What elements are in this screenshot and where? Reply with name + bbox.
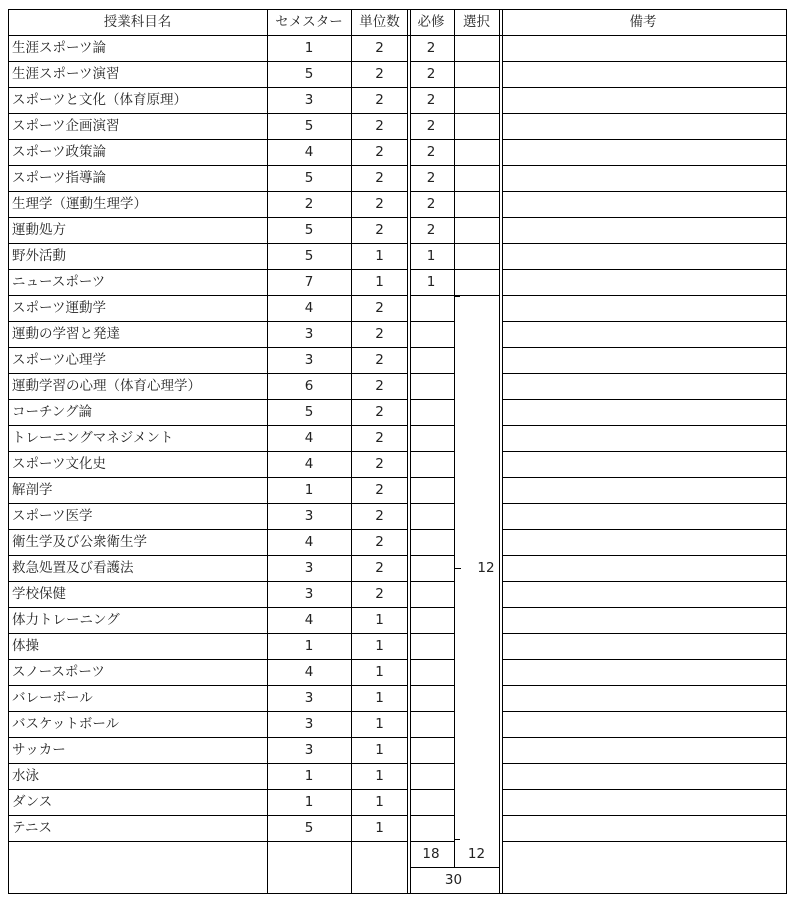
required-value: 2 <box>426 196 436 212</box>
required-value <box>408 451 454 477</box>
required-value <box>408 373 454 399</box>
row-divider <box>351 165 408 166</box>
row-divider <box>410 815 454 816</box>
credits-value: 2 <box>375 456 384 472</box>
row-divider <box>410 217 454 218</box>
credits-value: 2 <box>375 482 384 498</box>
semester-value: 5 <box>304 66 314 82</box>
elective-group-total: 12 <box>477 560 495 576</box>
credits-value: 2 <box>375 378 384 394</box>
row-divider <box>410 477 454 478</box>
header-credits: 単位数 <box>359 14 400 30</box>
course-name: 体力トレーニング <box>12 612 120 628</box>
row-divider <box>502 763 787 764</box>
row-divider <box>351 61 408 62</box>
required-value <box>408 711 454 737</box>
credits-value: 2 <box>375 404 384 420</box>
row-divider <box>410 763 454 764</box>
required-value <box>408 503 454 529</box>
semester-value: 1 <box>304 768 314 784</box>
credits-value: 2 <box>375 170 384 186</box>
required-value: 2 <box>426 170 436 186</box>
row-divider <box>502 269 787 270</box>
table-bottom-border <box>8 893 787 894</box>
row-divider <box>502 581 787 582</box>
row-divider <box>502 347 787 348</box>
semester-value: 3 <box>304 326 314 342</box>
semester-value: 5 <box>304 170 314 186</box>
semester-value: 1 <box>304 40 314 56</box>
row-divider <box>410 867 499 868</box>
row-divider <box>410 789 454 790</box>
credits-value: 1 <box>375 664 384 680</box>
required-value <box>408 347 454 373</box>
semester-value: 3 <box>304 352 314 368</box>
required-value <box>408 633 454 659</box>
course-name: スポーツ指導論 <box>12 170 106 186</box>
row-divider <box>502 607 787 608</box>
row-divider <box>351 399 408 400</box>
credits-value: 2 <box>375 222 384 238</box>
row-divider <box>351 659 408 660</box>
credits-value: 2 <box>375 66 384 82</box>
row-divider <box>351 737 408 738</box>
course-name: 生涯スポーツ演習 <box>12 66 120 82</box>
row-divider <box>502 373 787 374</box>
semester-value: 4 <box>304 534 314 550</box>
course-name: トレーニングマネジメント <box>12 430 174 446</box>
credits-value: 1 <box>375 248 384 264</box>
semester-value: 1 <box>304 794 314 810</box>
row-divider <box>8 815 351 816</box>
header-semester: セメスター <box>275 14 343 30</box>
row-divider <box>410 425 454 426</box>
row-divider <box>351 321 408 322</box>
row-divider <box>8 685 351 686</box>
course-name: スポーツと文化（体育原理） <box>12 92 187 108</box>
course-name: 水泳 <box>12 768 39 784</box>
semester-value: 4 <box>304 612 314 628</box>
row-divider <box>8 711 351 712</box>
row-divider <box>8 87 351 88</box>
row-divider <box>351 581 408 582</box>
bracket-bottom-tick <box>454 839 460 840</box>
credits-value: 1 <box>375 768 384 784</box>
semester-value: 4 <box>304 664 314 680</box>
row-divider <box>502 685 787 686</box>
credits-value: 1 <box>375 274 384 290</box>
row-divider <box>351 373 408 374</box>
row-divider <box>351 191 408 192</box>
course-name: スポーツ企画演習 <box>12 118 120 134</box>
credits-value: 2 <box>375 326 384 342</box>
total-required: 18 <box>422 846 440 862</box>
required-value: 2 <box>426 40 436 56</box>
row-divider <box>8 61 351 62</box>
required-value: 2 <box>426 118 436 134</box>
row-divider <box>351 685 408 686</box>
row-divider <box>410 321 454 322</box>
semester-value: 5 <box>304 222 314 238</box>
row-divider <box>410 737 454 738</box>
course-name: スポーツ運動学 <box>12 300 106 316</box>
course-name: 体操 <box>12 638 39 654</box>
course-name: スポーツ文化史 <box>12 456 106 472</box>
row-divider <box>410 295 454 296</box>
credits-value: 1 <box>375 794 384 810</box>
row-divider <box>8 269 351 270</box>
required-value: 2 <box>426 144 436 160</box>
row-divider <box>351 87 408 88</box>
row-divider <box>502 451 787 452</box>
semester-value: 3 <box>304 586 314 602</box>
row-divider <box>454 191 499 192</box>
row-divider <box>410 373 454 374</box>
row-divider <box>410 503 454 504</box>
row-divider <box>351 841 408 842</box>
row-divider <box>8 451 351 452</box>
row-divider <box>410 191 454 192</box>
row-divider <box>351 477 408 478</box>
row-divider <box>502 425 787 426</box>
row-divider <box>8 763 351 764</box>
course-name: 野外活動 <box>12 248 66 264</box>
bracket-mid-tick <box>455 568 461 569</box>
row-divider <box>8 841 351 842</box>
credits-value: 1 <box>375 638 384 654</box>
course-name: 運動処方 <box>12 222 66 238</box>
semester-value: 3 <box>304 560 314 576</box>
row-divider <box>410 659 454 660</box>
row-divider <box>8 347 351 348</box>
row-divider <box>454 243 499 244</box>
required-value <box>408 685 454 711</box>
required-value <box>408 607 454 633</box>
row-divider <box>351 139 408 140</box>
required-value <box>408 659 454 685</box>
row-divider <box>8 529 351 530</box>
course-name: 救急処置及び看護法 <box>12 560 134 576</box>
required-value <box>408 529 454 555</box>
course-name: ダンス <box>12 794 53 810</box>
semester-value: 6 <box>304 378 314 394</box>
row-divider <box>351 815 408 816</box>
row-divider <box>351 789 408 790</box>
row-divider <box>502 477 787 478</box>
header-remarks: 備考 <box>629 14 657 30</box>
required-value: 1 <box>426 274 436 290</box>
table-top-border <box>8 9 787 10</box>
row-divider <box>8 737 351 738</box>
header-subject: 授業科目名 <box>103 14 172 30</box>
row-divider <box>351 711 408 712</box>
row-divider <box>351 113 408 114</box>
header-required: 必修 <box>417 14 445 30</box>
row-divider <box>8 165 351 166</box>
course-name: 生理学（運動生理学） <box>12 196 147 212</box>
required-value <box>408 737 454 763</box>
row-divider <box>8 581 351 582</box>
row-divider <box>8 321 351 322</box>
credits-value: 1 <box>375 716 384 732</box>
row-divider <box>502 217 787 218</box>
row-divider <box>351 295 408 296</box>
row-divider <box>410 87 454 88</box>
row-divider <box>351 503 408 504</box>
row-divider <box>502 529 787 530</box>
row-divider <box>351 763 408 764</box>
course-name: バスケットボール <box>12 716 120 732</box>
row-divider <box>502 243 787 244</box>
row-divider <box>410 711 454 712</box>
course-name: 生涯スポーツ論 <box>12 40 106 56</box>
row-divider <box>8 477 351 478</box>
credits-value: 2 <box>375 534 384 550</box>
row-divider <box>351 347 408 348</box>
row-divider <box>502 737 787 738</box>
semester-value: 4 <box>304 144 314 160</box>
course-name: スポーツ医学 <box>12 508 93 524</box>
row-divider <box>351 269 408 270</box>
credits-value: 2 <box>375 92 384 108</box>
row-divider <box>410 165 454 166</box>
grand-total: 30 <box>444 872 463 888</box>
row-divider <box>410 139 454 140</box>
credits-value: 1 <box>375 612 384 628</box>
row-divider <box>410 607 454 608</box>
row-divider <box>8 191 351 192</box>
required-value <box>408 555 454 581</box>
semester-value: 4 <box>304 430 314 446</box>
row-divider <box>8 243 351 244</box>
course-name: 解剖学 <box>12 482 53 498</box>
row-divider <box>502 139 787 140</box>
semester-value: 2 <box>304 196 314 212</box>
row-divider <box>351 555 408 556</box>
credits-value: 2 <box>375 560 384 576</box>
row-divider <box>8 659 351 660</box>
row-divider <box>8 399 351 400</box>
course-name: スポーツ心理学 <box>12 352 106 368</box>
row-divider <box>410 529 454 530</box>
row-divider <box>454 165 499 166</box>
course-name: コーチング論 <box>12 404 93 420</box>
row-divider <box>410 113 454 114</box>
row-divider <box>351 243 408 244</box>
row-divider <box>351 633 408 634</box>
required-value: 2 <box>426 222 436 238</box>
course-name: サッカー <box>12 742 66 758</box>
semester-value: 5 <box>304 820 314 836</box>
row-divider <box>351 607 408 608</box>
row-divider <box>410 243 454 244</box>
required-value: 1 <box>426 248 436 264</box>
course-name: ニュースポーツ <box>12 274 106 290</box>
credits-value: 2 <box>375 118 384 134</box>
row-divider <box>8 607 351 608</box>
semester-value: 3 <box>304 508 314 524</box>
semester-value: 7 <box>304 274 314 290</box>
row-divider <box>410 61 454 62</box>
bracket-top-tick <box>454 296 460 297</box>
semester-value: 3 <box>304 92 314 108</box>
credits-value: 2 <box>375 430 384 446</box>
semester-value: 5 <box>304 118 314 134</box>
credits-value: 1 <box>375 690 384 706</box>
row-divider <box>8 503 351 504</box>
row-divider <box>454 87 499 88</box>
course-name: 衛生学及び公衆衛生学 <box>12 534 147 550</box>
row-divider <box>410 555 454 556</box>
credits-value: 2 <box>375 300 384 316</box>
row-divider <box>351 529 408 530</box>
required-value <box>408 815 454 841</box>
row-divider <box>8 555 351 556</box>
semester-value: 1 <box>304 482 314 498</box>
row-divider <box>502 321 787 322</box>
row-divider <box>410 841 454 842</box>
col-divider <box>454 841 455 867</box>
row-divider <box>502 815 787 816</box>
credits-value: 2 <box>375 508 384 524</box>
row-divider <box>502 789 787 790</box>
col-divider <box>454 9 455 295</box>
row-divider <box>8 35 787 36</box>
semester-value: 5 <box>304 404 314 420</box>
credits-value: 2 <box>375 352 384 368</box>
required-value <box>408 425 454 451</box>
row-divider <box>351 217 408 218</box>
required-value <box>408 295 454 321</box>
credits-value: 1 <box>375 820 384 836</box>
header-elective: 選択 <box>463 14 490 30</box>
row-divider <box>351 451 408 452</box>
row-divider <box>8 425 351 426</box>
course-name: スポーツ政策論 <box>12 144 106 160</box>
row-divider <box>410 633 454 634</box>
required-value: 2 <box>426 92 436 108</box>
credits-value: 2 <box>375 586 384 602</box>
semester-value: 3 <box>304 690 314 706</box>
credits-value: 1 <box>375 742 384 758</box>
course-name: 運動の学習と発達 <box>12 326 120 342</box>
course-name: バレーボール <box>12 690 93 706</box>
row-divider <box>502 165 787 166</box>
row-divider <box>502 191 787 192</box>
row-divider <box>410 347 454 348</box>
row-divider <box>454 269 499 270</box>
total-elective: 12 <box>467 846 486 862</box>
row-divider <box>454 61 499 62</box>
course-name: 運動学習の心理（体育心理学） <box>12 378 201 394</box>
row-divider <box>454 295 499 296</box>
row-divider <box>502 659 787 660</box>
row-divider <box>502 61 787 62</box>
row-divider <box>454 113 499 114</box>
required-value <box>408 763 454 789</box>
row-divider <box>502 295 787 296</box>
row-divider <box>351 425 408 426</box>
row-divider <box>410 685 454 686</box>
course-name: 学校保健 <box>12 586 66 602</box>
row-divider <box>502 503 787 504</box>
required-value: 2 <box>426 66 436 82</box>
row-divider <box>502 113 787 114</box>
semester-value: 1 <box>304 638 314 654</box>
row-divider <box>502 87 787 88</box>
col-divider <box>499 9 500 893</box>
required-value <box>408 399 454 425</box>
row-divider <box>502 555 787 556</box>
row-divider <box>8 789 351 790</box>
semester-value: 3 <box>304 716 314 732</box>
required-value <box>408 789 454 815</box>
row-divider <box>502 711 787 712</box>
row-divider <box>502 399 787 400</box>
row-divider <box>410 451 454 452</box>
curriculum-table <box>8 9 787 896</box>
credits-value: 2 <box>375 144 384 160</box>
row-divider <box>8 633 351 634</box>
row-divider <box>502 841 787 842</box>
semester-value: 4 <box>304 456 314 472</box>
row-divider <box>454 139 499 140</box>
row-divider <box>410 581 454 582</box>
credits-value: 2 <box>375 196 384 212</box>
course-name: スノースポーツ <box>12 664 105 680</box>
semester-value: 4 <box>304 300 314 316</box>
row-divider <box>410 399 454 400</box>
course-name: テニス <box>12 820 52 836</box>
row-divider <box>502 633 787 634</box>
semester-value: 5 <box>304 248 314 264</box>
row-divider <box>454 217 499 218</box>
required-value <box>408 321 454 347</box>
required-value <box>408 477 454 503</box>
row-divider <box>410 269 454 270</box>
row-divider <box>8 139 351 140</box>
row-divider <box>8 295 351 296</box>
row-divider <box>8 373 351 374</box>
required-value <box>408 581 454 607</box>
credits-value: 2 <box>375 40 384 56</box>
row-divider <box>8 113 351 114</box>
semester-value: 3 <box>304 742 314 758</box>
row-divider <box>8 217 351 218</box>
